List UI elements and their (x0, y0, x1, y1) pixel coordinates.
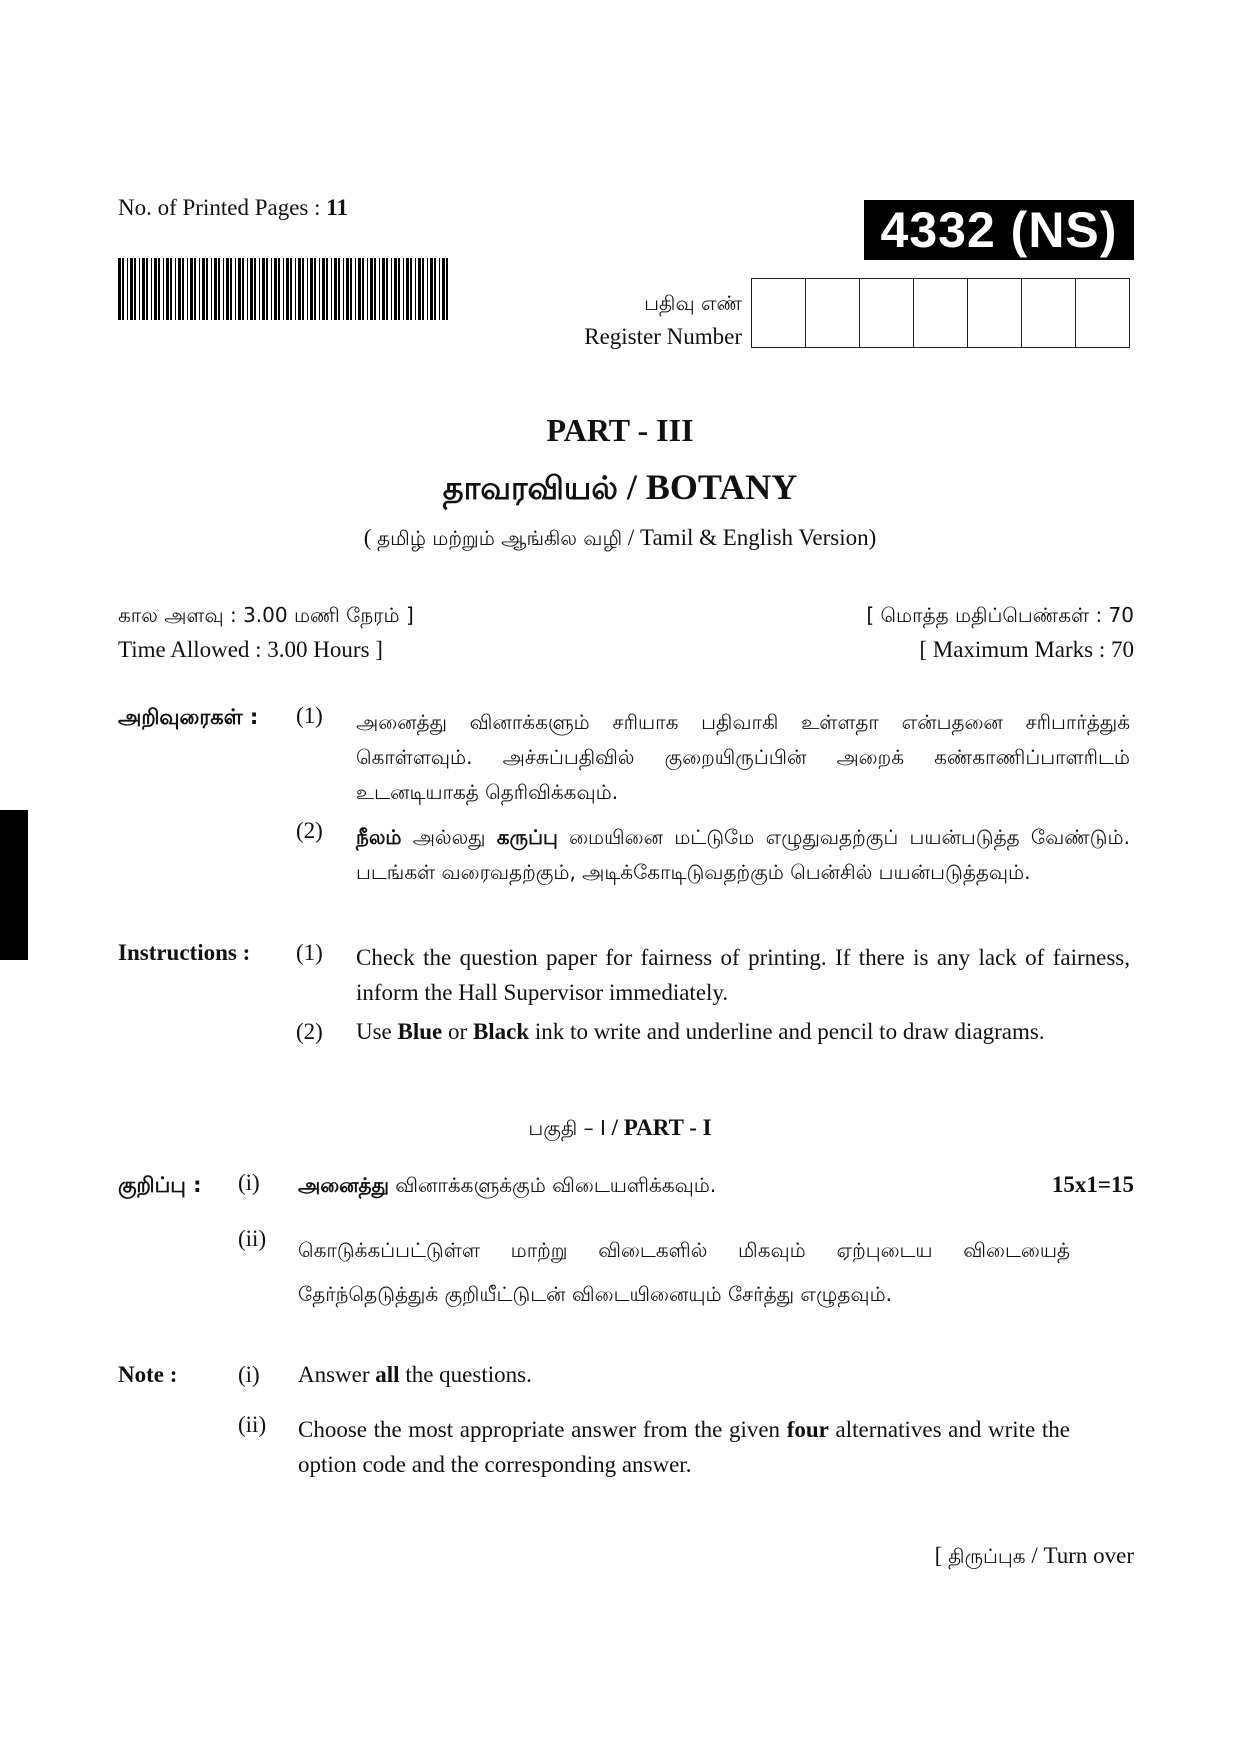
barcode-bar (223, 258, 224, 320)
barcode-bar (262, 258, 265, 320)
barcode-bar (398, 258, 400, 320)
barcode-bar (271, 258, 272, 320)
barcode-bar (331, 258, 332, 320)
barcode-bar (178, 258, 181, 320)
barcode-bar (274, 258, 277, 320)
note-label-english: Note : (118, 1362, 178, 1387)
barcode-bar (202, 258, 205, 320)
note-tamil-1 (298, 1173, 898, 1200)
barcode-bar (295, 258, 296, 320)
turn-over-tamil: திருப்புக (948, 1544, 1026, 1568)
barcode-bar (326, 258, 328, 320)
subject-separator: / (617, 467, 646, 507)
barcode-bar (134, 258, 136, 320)
barcode-bar (355, 258, 356, 320)
barcode-bar (343, 258, 344, 320)
register-label-english: Register Number (584, 324, 742, 349)
barcode-bar (118, 258, 121, 320)
barcode-bar (403, 258, 404, 320)
barcode-bar (146, 258, 148, 320)
instruction-tamil-2 (356, 820, 1130, 890)
printed-pages-value: 11 (326, 195, 348, 220)
instruction-english-1: Check the question paper for fairness of printing. If there is any lack of fairness, inform the Hall Supervisor immediately. (356, 945, 1130, 1005)
barcode-bar (211, 258, 212, 320)
barcode-bar (386, 258, 388, 320)
barcode-image (118, 258, 448, 320)
barcode-bar (350, 258, 352, 320)
barcode-bar (127, 258, 128, 320)
barcode-bar (214, 258, 217, 320)
printed-pages-count (118, 195, 348, 221)
instruction-number: (1) (296, 703, 323, 728)
barcode-bar (190, 258, 193, 320)
barcode-bar (194, 258, 196, 320)
barcode-bar (278, 258, 280, 320)
barcode-bar (430, 258, 433, 320)
barcode-bar (374, 258, 376, 320)
note-emphasis: four (786, 1417, 829, 1442)
note-number: (ii) (238, 1412, 267, 1437)
note-label-tamil: குறிப்பு : (118, 1173, 202, 1197)
note-text: the questions. (399, 1362, 532, 1387)
margin-marker-bar (0, 810, 28, 960)
instruction-english-2 (356, 1019, 1146, 1045)
time-allowed-english: Time Allowed : 3.00 Hours ] (118, 637, 383, 662)
max-marks-tamil (866, 602, 1134, 630)
instruction-text: Use (356, 1019, 398, 1044)
barcode-bar (334, 258, 337, 320)
note-text: Choose the most appropriate answer from the given (298, 1417, 787, 1442)
max-marks-tamil-text: [ மொத்த மதிப்பெண்கள் : 70 (866, 603, 1134, 627)
barcode-bar (238, 258, 241, 320)
instruction-number: (2) (296, 818, 323, 843)
barcode-bar (163, 258, 164, 320)
barcode-bar (379, 258, 380, 320)
barcode-bar (382, 258, 385, 320)
instruction-text: மையினை மட்டுமே எழுதுவதற்குப் பயன்படுத்த வேண்டும். படங்கள் வரைவதற்கும், அடிக்கோடிடுவதற்கும் பென்சில் பயன்படுத்தவும். (356, 825, 1130, 884)
ink-blue-english: Blue (397, 1019, 443, 1044)
note-text: வினாக்களுக்கும் விடையளிக்கவும். (388, 1173, 717, 1197)
barcode-bar (259, 258, 260, 320)
barcode-bar (370, 258, 373, 320)
barcode-bar (427, 258, 428, 320)
ink-blue-tamil: நீலம் (356, 825, 402, 849)
note-emphasis: all (375, 1362, 400, 1387)
register-number-boxes (751, 278, 1130, 348)
barcode-bar (358, 258, 361, 320)
max-marks-english: [ Maximum Marks : 70 (919, 637, 1134, 662)
barcode-bar (170, 258, 172, 320)
barcode-bar (230, 258, 232, 320)
subject-title-english: BOTANY (645, 467, 798, 507)
barcode-bar (310, 258, 313, 320)
barcode-bar (439, 258, 440, 320)
barcode-bar (242, 258, 244, 320)
barcode-bar (307, 258, 308, 320)
barcode-bar (434, 258, 436, 320)
section-heading-tamil: பகுதி – I (528, 1116, 606, 1140)
note-tamil-2: கொடுக்கப்பட்டுள்ள மாற்று விடைகளில் மிகவும் ஏற்புடைய விடையைத் தேர்ந்தெடுத்துக் குறியீட்டுடன் விடையினையும் சேர்த்து எழுதவும். (298, 1238, 1070, 1306)
barcode-bar (218, 258, 220, 320)
barcode-bar (158, 258, 160, 320)
register-label-tamil: பதிவு எண் (644, 291, 742, 315)
barcode-bar (298, 258, 301, 320)
barcode-bar (130, 258, 133, 320)
register-digit-box[interactable] (1076, 279, 1129, 347)
barcode-bar (418, 258, 421, 320)
version-english: / Tamil & English Version) (622, 525, 877, 550)
register-digit-box[interactable] (968, 279, 1022, 347)
barcode-bar (142, 258, 145, 320)
turn-over-note (935, 1543, 1134, 1571)
turn-over-open: [ (934, 1543, 949, 1568)
instructions-label-english: Instructions : (118, 940, 251, 965)
time-allowed-tamil-text: கால அளவு : 3.00 மணி நேரம் ] (118, 603, 414, 627)
barcode-bar (151, 258, 152, 320)
paper-code-badge: 4332 (NS) (864, 200, 1134, 260)
barcode-bar (187, 258, 188, 320)
barcode-bar (406, 258, 409, 320)
barcode-bar (410, 258, 412, 320)
barcode-bar (346, 258, 349, 320)
barcode-bar (319, 258, 320, 320)
version-line (0, 525, 1240, 553)
barcode-bar (286, 258, 289, 320)
barcode-bar (314, 258, 316, 320)
ink-black-tamil: கருப்பு (496, 825, 558, 849)
barcode-bar (166, 258, 169, 320)
note-text: Answer (298, 1362, 376, 1387)
version-tamil: தமிழ் மற்றும் ஆங்கில வழி (377, 526, 623, 550)
barcode-bar (290, 258, 292, 320)
barcode-bar (446, 258, 448, 320)
barcode-bar (254, 258, 256, 320)
section-heading (0, 1115, 1240, 1143)
register-digit-box[interactable] (860, 279, 914, 347)
barcode-bar (247, 258, 248, 320)
barcode-bar (362, 258, 364, 320)
note-number: (ii) (238, 1226, 267, 1251)
instruction-text: அல்லது (401, 825, 497, 849)
note-emphasis: அனைத்து (298, 1173, 389, 1197)
instruction-text: or (442, 1019, 473, 1044)
marks-scheme: 15x1=15 (1051, 1172, 1134, 1197)
part-title: PART - III (546, 412, 694, 448)
register-digit-box[interactable] (914, 279, 968, 347)
subject-title (0, 466, 1240, 511)
register-digit-box[interactable] (806, 279, 860, 347)
barcode-bar (250, 258, 253, 320)
barcode-bar (394, 258, 397, 320)
barcode-bar (391, 258, 392, 320)
printed-pages-label: No. of Printed Pages : (118, 195, 321, 220)
barcode-bar (226, 258, 229, 320)
barcode-bar (302, 258, 304, 320)
instruction-number: (2) (296, 1019, 323, 1044)
register-digit-box[interactable] (752, 279, 806, 347)
barcode-bar (154, 258, 157, 320)
barcode-bar (283, 258, 284, 320)
register-digit-box[interactable] (1022, 279, 1076, 347)
barcode-bar (122, 258, 124, 320)
note-number: (i) (238, 1362, 260, 1387)
barcode-bar (266, 258, 268, 320)
instruction-tamil-1: அனைத்து வினாக்களும் சரியாக பதிவாகி உள்ளதா என்பதனை சரிபார்த்துக் கொள்ளவும். அச்சுப்பதிவில் குறையிருப்பின் அறைக் கண்காணிப்பாளரிடம் உடனடியாகத் தெரிவிக்கவும். (356, 710, 1130, 804)
instructions-label-tamil: அறிவுரைகள் : (118, 705, 259, 729)
barcode-bar (367, 258, 368, 320)
barcode-bar (442, 258, 445, 320)
section-heading-english: / PART - I (605, 1115, 712, 1140)
instruction-text: ink to write and underline and pencil to draw diagrams. (529, 1019, 1045, 1044)
version-open: ( (363, 525, 378, 550)
note-english-1 (298, 1362, 1070, 1388)
barcode-bar (338, 258, 340, 320)
note-english-2 (298, 1412, 1070, 1482)
time-allowed-tamil (118, 602, 414, 630)
barcode-bar (139, 258, 140, 320)
barcode-bar (415, 258, 416, 320)
note-text: alternatives and write the option code and the corresponding answer. (298, 1417, 1070, 1477)
instruction-number: (1) (296, 940, 323, 965)
barcode-bar (322, 258, 325, 320)
barcode-bar (235, 258, 236, 320)
barcode-bar (206, 258, 208, 320)
barcode-bar (422, 258, 424, 320)
turn-over-english: / Turn over (1025, 1543, 1134, 1568)
note-number: (i) (238, 1170, 260, 1195)
barcode-bar (199, 258, 200, 320)
subject-title-tamil: தாவரவியல் (442, 469, 618, 507)
barcode-bar (182, 258, 184, 320)
barcode-bar (175, 258, 176, 320)
ink-black-english: Black (472, 1019, 530, 1044)
register-number-label (520, 286, 742, 354)
